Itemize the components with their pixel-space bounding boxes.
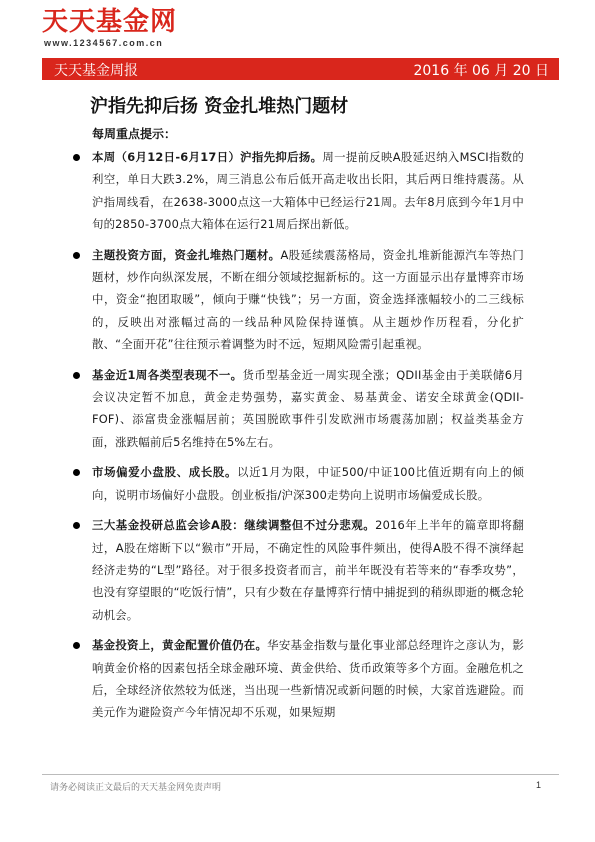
footer-divider [42, 774, 559, 775]
list-item [92, 634, 524, 724]
key-points-list [92, 146, 524, 732]
bullet-icon [73, 372, 80, 379]
list-item-body: 货币型基金近一周实现全涨；QDII基金由于美联储6月会议决定暂不加息，黄金走势强势，嘉实黄金、易基黄金、诺安全球黄金(QDII-FOF)、添富贵金涨幅居前；英国脱欧事件引发欧洲市场震荡加剧；权益类基金方面，涨跌幅前后5名维持在5%左右。 [92, 367, 524, 449]
list-item [92, 514, 524, 626]
report-date: 2016 年 06 月 20 日 [413, 63, 549, 79]
bullet-icon [73, 642, 80, 649]
list-item-body: A股延续震荡格局，资金扎堆新能源汽车等热门题材，炒作向纵深发展，不断在细分领域挖掘新标的。这一方面显示出存量博弈市场中，资金“抱团取暖”，倾向于赚“快钱”；另一方面，资金选择涨幅较小的二三线标的，反映出对涨幅过高的一线品种风险保持谨慎。从主题炒作历程看，分化扩散、“全面开花”往往预示着调整为时不远，短期风险需引起重视。 [92, 247, 525, 352]
list-item-text [92, 514, 524, 626]
disclaimer-link[interactable]: 请务必阅读正文最后的天天基金网免责声明 [50, 783, 222, 793]
list-item-body: 华安基金指数与量化事业部总经理许之彦认为，影响黄金价格的因素包括全球金融环境、黄金供给、货币政策等多个方面。金融危机之后，全球经济依然较为低迷，当出现一些新情况或新问题的时候，大家首选避险。而美元作为避险资产今年情况却不乐观，如果短期 [92, 638, 524, 720]
list-item-lead: 本周（6月12日-6月17日）沪指先抑后扬。 [92, 150, 323, 164]
list-item-body: 2016年上半年的篇章即将翻过，A股在熔断下以“猴市”开局，不确定性的风险事件频出，使得A股不得不演绎起经济走势的“L型”路径。对于很多投资者而言，前半年既没有若等来的“春季攻势”，也没有穿望眼的“吃饭行情”，只有少数在存量博弈行情中捕捉到的稍纵即逝的概念轮动机会。 [92, 518, 524, 622]
report-banner [42, 58, 559, 80]
list-item-text [92, 364, 524, 454]
list-item-lead: 市场偏爱小盘股、成长股。 [92, 465, 238, 480]
list-item-text [92, 634, 524, 724]
list-item [92, 146, 524, 236]
list-item-body: 周一提前反映A股延迟纳入MSCI指数的利空，单日大跌3.2%，周三消息公布后低开高走收出长阳，其后两日维持震荡。从沪指周线看，在2638-3000点这一大箱体中已经运行21周。去年8月底到今年1月中旬的2850-3700点大箱体在运行21周后探出新低。 [92, 150, 525, 232]
page-title: 沪指先抑后扬 资金扎堆热门题材 [90, 96, 349, 117]
logo: 天天基金网 [42, 7, 178, 37]
page-number: 1 [536, 780, 542, 790]
section-subheading: 每周重点提示： [92, 127, 177, 141]
bullet-icon [73, 522, 80, 529]
list-item-text [92, 146, 524, 236]
list-item [92, 461, 524, 506]
bullet-icon [73, 252, 80, 259]
list-item [92, 244, 524, 356]
list-item-lead: 三大基金投研总监会诊A股：继续调整但不过分悲观。 [92, 518, 376, 533]
list-item-body: 以近1月为限，中证500/中证100比值近期有向上的倾向，说明市场偏好小盘股。创业板指/沪深300走势向上说明市场偏爱成长股。 [92, 465, 525, 502]
page-header [0, 0, 595, 58]
list-item-lead: 基金投资上，黄金配置价值仍在。 [92, 638, 268, 653]
list-item [92, 364, 524, 454]
list-item-lead: 主题投资方面，资金扎堆热门题材。 [92, 247, 281, 262]
bullet-icon [73, 469, 80, 476]
list-item-text [92, 461, 524, 506]
report-name: 天天基金周报 [54, 63, 138, 79]
site-url: www.1234567.com.cn [44, 38, 164, 48]
list-item-text [92, 244, 524, 356]
bullet-icon [73, 154, 80, 161]
list-item-lead: 基金近1周各类型表现不一。 [92, 367, 243, 382]
